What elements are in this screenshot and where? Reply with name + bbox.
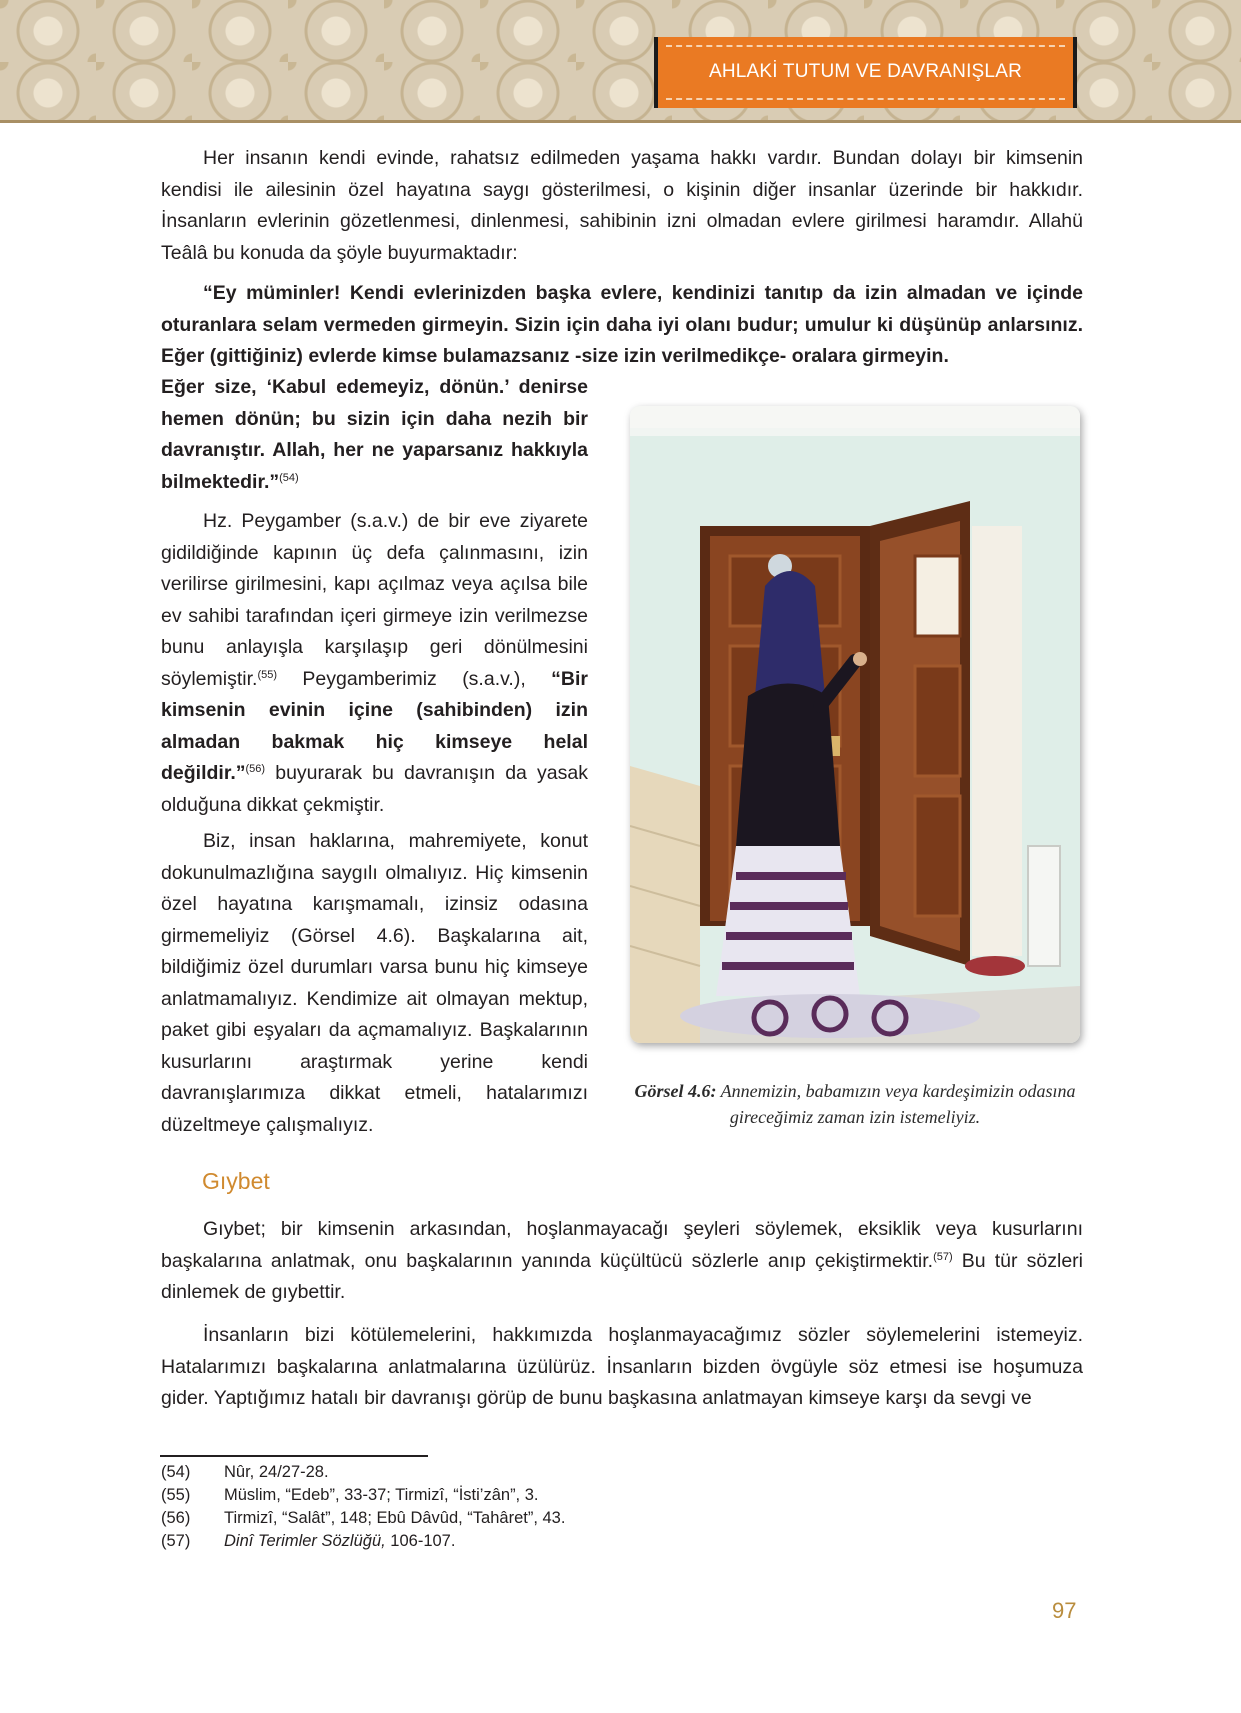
gibet-text: Gıybet; bir kimsenin arkasından, hoşlanmayacağı şeyleri söylemek, eksiklik veya kusurlarını başkalarına anlatmak, onu başkalarının yanında küçültücü sözlerle anıp çekiştirmektir. (161, 1218, 1083, 1272)
figure-photo (630, 406, 1080, 1043)
verse-quote-text: Eğer size, ‘Kabul edemeyiz, dönün.’ denirse hemen dönün; bu sizin için daha nezih bir davranıştır. Allah, her ne yaparsanız hakkıyla bilmektedir.” (161, 376, 588, 493)
figure-label: Görsel 4.6: (634, 1081, 717, 1101)
hadith-quote: “Bir kimsenin evinin içine (sahibinden) izin almadan bakmak hiç kimseye helal değildir.” (161, 667, 588, 784)
section-heading: Gıybet (202, 1168, 270, 1194)
prophet-text-end: buyurarak bu davranışın da yasak olduğuna dikkat çekmiştir. (161, 762, 588, 816)
figure-caption (628, 1078, 1082, 1130)
chapter-title: AHLAKİ TUTUM VE DAVRANIŞLAR (709, 61, 1022, 82)
prophet-paragraph (161, 506, 588, 821)
gibet-text-end: Bu tür sözleri dinlemek de gıybettir. (161, 1249, 1083, 1303)
privacy-paragraph: Biz, insan haklarına, mahremiyete, konut dokunulmazlığına saygılı olmalıyız. Hiç kimsenin özel hayatına karışmamalı, izinsiz odasına girmemeliyiz (Görsel 4.6). Başkalarına ait, bildiğimiz özel durumları varsa bunu hiç kimseye anlatmamalıyız. Kendimize ait olmayan mektup, paket gibi eşyaları da açmamalıyız. Başkalarının kusurlarını araştırmak yerine kendi davranışlarımıza dikkat etmeli, hatalarımızı düzeltmeye çalışmalıyız. (161, 830, 588, 1136)
footnote-text: Nûr, 24/27-28. (224, 1463, 329, 1481)
verse-quote: “Ey müminler! Kendi evlerinizden başka evlere, kendinizi tanıtıp da izin almadan ve içinde oturanlara selam vermeden girmeyin. Sizin için daha iyi olanı budur; umulur ki düşünüp anlarsınız. Eğer (gittiğiniz) evlerde kimse bulamazsanız -size izin verilmedikçe- oralara girmeyin. (161, 282, 1083, 367)
footnote-number: (55) (161, 1486, 191, 1504)
footnote-ref-55: (55) (257, 668, 277, 681)
intro-paragraph: Her insanın kendi evinde, rahatsız edilmeden yaşama hakkı vardır. Bundan dolayı bir kimsenin kendisi ile ailesinin özel hayatına saygı gösterilmesi, o kişinin diğer insanlar üzerinde bir hakkıdır. İnsanların evlerinin gözetlenmesi, dinlenmesi, sahibinin izni olmadan evlere girilmesi haramdır. Allahü Teâlâ bu konuda da şöyle buyurmaktadır: (161, 147, 1083, 264)
footnote-text: Müslim, “Edeb”, 33-37; Tirmizî, “İsti’zân”, 3. (224, 1486, 539, 1504)
photo-illustration (630, 406, 1080, 1043)
footnote-ref-54: (54) (279, 471, 299, 484)
footnote-56 (161, 1507, 565, 1530)
footnote-ref-57: (57) (933, 1250, 953, 1263)
footnote-pages: 106-107. (385, 1532, 456, 1550)
page-number: 97 (1052, 1598, 1077, 1623)
figure-caption-text: Annemizin, babamızın veya kardeşimizin odasına gireceğimiz zaman izin istemeliyiz. (716, 1081, 1076, 1127)
footnote-number: (56) (161, 1509, 191, 1527)
footnote-divider (160, 1455, 428, 1457)
prophet-text: Hz. Peygamber (s.a.v.) de bir eve ziyarete gidildiğinde kapının üç defa çalınmasını, izin verilirse girilmesini, kapı açılmaz veya açılsa bile ev sahibi tarafından içeri girmeye izin verilmezse bunu anlayışla karşılaşıp geri dönülmesini söylemiştir. (161, 510, 588, 690)
footnote-text: Tirmizî, “Salât”, 148; Ebû Dâvûd, “Tahâret”, 43. (224, 1509, 566, 1527)
header-dashed-border-bottom (666, 98, 1065, 100)
chapter-header (654, 37, 1077, 108)
footnote-number: (54) (161, 1463, 191, 1481)
footnote-text (224, 1530, 455, 1553)
gibet-paragraph (161, 1214, 1083, 1309)
verse-quote-continued (161, 372, 588, 498)
footnote-54 (161, 1461, 565, 1484)
footnote-55 (161, 1484, 565, 1507)
header-dashed-border-top (666, 45, 1065, 47)
gibet-paragraph-2: İnsanların bizi kötülemelerini, hakkımızda hoşlanmayacağımız sözler söylemelerini istemeyiz. Hatalarımızı başkalarına anlatmalarına üzülürüz. İnsanların bizden övgüyle söz etmesi ise hoşumuza gider. Yaptığımız hatalı bir davranışı görüp de bunu başkasına anlatmayan kimseye karşı da sevgi ve (161, 1324, 1083, 1409)
footnote-number: (57) (161, 1532, 191, 1550)
footnote-source-title: Dinî Terimler Sözlüğü, (224, 1532, 386, 1550)
footnote-57 (161, 1530, 565, 1553)
prophet-text-cont: Peygamberimiz (s.a.v.), (277, 667, 552, 690)
banner-divider (0, 120, 1241, 123)
footnote-ref-56: (56) (245, 763, 266, 775)
footnotes (161, 1461, 565, 1553)
